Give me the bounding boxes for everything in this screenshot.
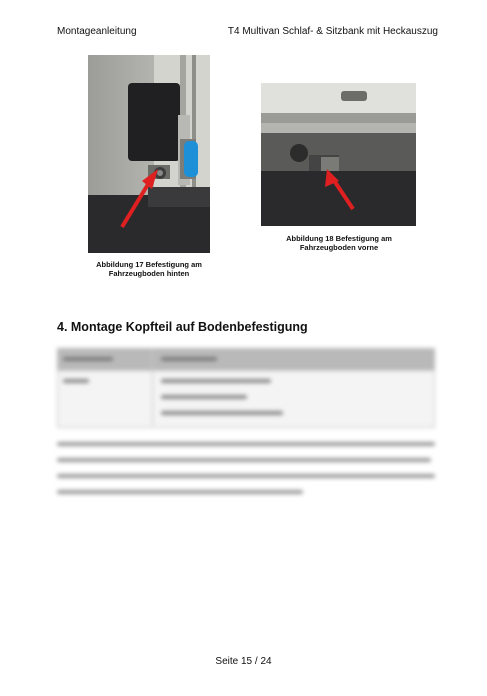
figure-18-photo: [261, 83, 416, 226]
blurred-table: [57, 348, 435, 428]
document-header-title: Montageanleitung: [57, 26, 137, 37]
document-header-product: T4 Multivan Schlaf- & Sitzbank mit Heckauszug: [227, 26, 438, 37]
figure-17-photo: [88, 55, 210, 253]
page-number: Seite 15 / 24: [215, 656, 272, 667]
figure-18-caption: Abbildung 18 Befestigung am Fahrzeugboden vorne: [286, 234, 392, 252]
section-heading: 4. Montage Kopfteil auf Bodenbefestigung: [57, 320, 308, 334]
figure-17-caption: Abbildung 17 Befestigung am Fahrzeugboden hinten: [96, 260, 202, 278]
blurred-paragraph: [57, 438, 437, 508]
